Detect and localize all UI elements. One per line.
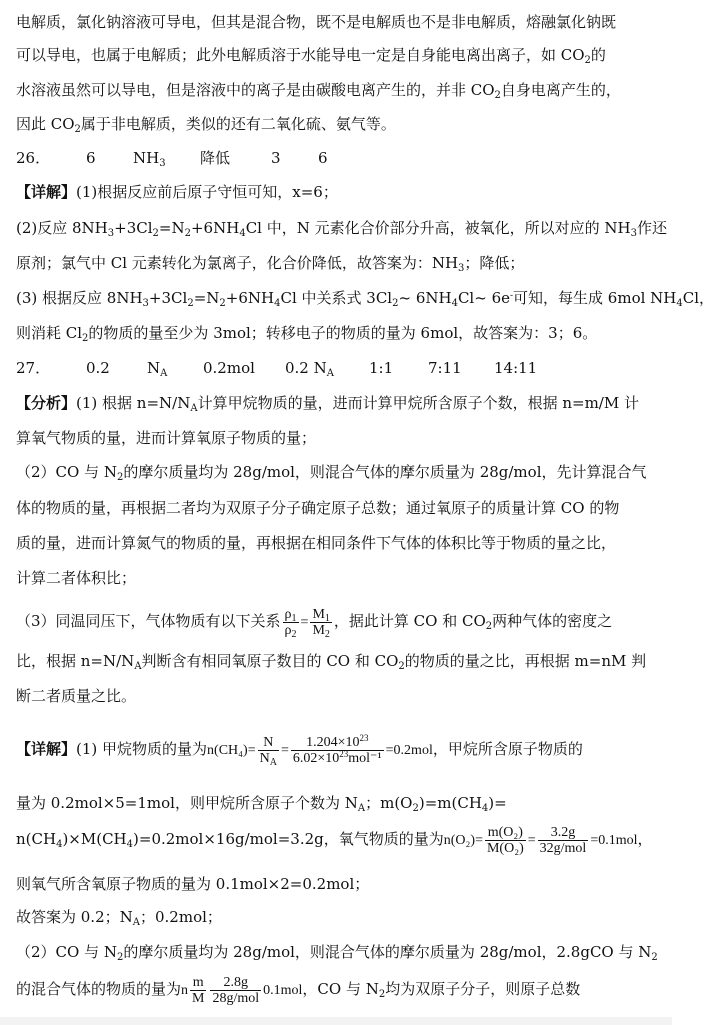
- text-line: 电解质，氯化钠溶液可导电，但其是混合物，既不是电解质也不是非电解质，熔融氯化钠既: [16, 13, 617, 31]
- answer-value: 0.2 $N_A$: [285, 359, 334, 379]
- answer-value: 0.2: [86, 359, 110, 377]
- molar-mass-ratio-fraction: $\frac{M_1}{M_2}$: [312, 606, 330, 640]
- text-line: 【详解】(1) 甲烷物质的量为n(CH₄)= $\frac{N}{N_A}$ = $\frac{1.204\times 10^{23}}{6.02\times 10^{23}mol^{-1}}$ =0.2mol，甲烷所含原子物质的: [16, 732, 583, 768]
- text-line: 量为 0.2mol×5=1mol，则甲烷所含原子个数为 $N_A$；$m(O_2)=m(CH_4)=$: [16, 794, 507, 814]
- formula-fraction: $\frac{m}{M}$: [192, 974, 205, 1006]
- text-line: （3）同温同压下，气体物质有以下关系 $\frac{\rho_1}{\rho_2}$ = $\frac{M_1}{M_2}$ ，据此计算 CO 和 $CO_2$两种气体的密度之: [16, 606, 613, 640]
- analysis-label: 【分析】: [16, 394, 77, 412]
- text-line: （2）CO 与 $N_2$的摩尔质量均为 28g/mol，则混合气体的摩尔质量为 28g/mol，2.8gCO 与 $N_2$: [16, 943, 658, 963]
- text-line: 断二者质量之比。: [16, 687, 137, 705]
- answer-value: $NH_3$: [133, 149, 166, 169]
- detail-label: 【详解】: [16, 740, 77, 758]
- answer-value: 1:1: [369, 359, 394, 377]
- text-line: (3) 根据反应 $8NH_3+3Cl_2=N_2+6NH_4Cl$ 中关系式 $3Cl_2\sim$ $6NH_4Cl\sim$ 6e-可知，每生成 6mol $NH_4Cl$，: [16, 289, 714, 309]
- answer-value: 6: [86, 149, 96, 167]
- text-line: 水溶液虽然可以导电，但是溶液中的离子是由碳酸电离产生的，并非 $CO_2$自身电离产生的，: [16, 81, 621, 101]
- answer-value: 14:11: [494, 359, 538, 377]
- text-line: 体的物质的量，再根据二者均为双原子分子确定原子总数；通过氧原子的质量计算 CO 的物: [16, 499, 620, 517]
- text-line: 则氧气所含氧原子物质的量为 0.1mol×2=0.2mol；: [16, 875, 370, 893]
- question-number: 26．: [16, 149, 51, 167]
- text-line: 故答案为 0.2；$N_A$；0.2mol；: [16, 908, 222, 928]
- answer-value: 3: [271, 149, 281, 167]
- question-number: 27．: [16, 359, 51, 377]
- text-line: 原剂；氯气中 Cl 元素转化为氯离子，化合价降低，故答案为：$NH_3$；降低；: [16, 254, 525, 274]
- text-line: (2)反应 $8NH_3+3Cl_2=N_2+6NH_4Cl$ 中，N 元素化合价部分升高，被氧化，所以对应的 $NH_3$作还: [16, 219, 667, 239]
- text-line: 计算二者体积比；: [16, 569, 137, 587]
- text-line: （2）CO 与 $N_2$的摩尔质量均为 28g/mol，则混合气体的摩尔质量为 28g/mol，先计算混合气: [16, 463, 647, 483]
- text-line: 算氧气物质的量，进而计算氧原子物质的量；: [16, 429, 317, 447]
- formula-fraction: $\frac{N}{N_A}$: [259, 734, 277, 768]
- density-ratio-fraction: $\frac{\rho_1}{\rho_2}$: [284, 606, 297, 640]
- text-line: 【详解】(1)根据反应前后原子守恒可知，x=6；: [16, 183, 338, 201]
- text-line: 质的量，进而计算氮气的物质的量，再根据在相同条件下气体的体积比等于物质的量之比，: [16, 534, 617, 552]
- formula-fraction: $\frac{\text{m(O₂)}}{\text{M(O₂)}}$: [486, 824, 524, 856]
- detail-label: 【详解】: [16, 183, 77, 201]
- text-line: 可以导电，也属于电解质；此外电解质溶于水能导电一定是自身能电离出离子，如 $CO_2$的: [16, 46, 606, 66]
- text-line: 的混合气体的物质的量为n $\frac{m}{M}$ $\frac{2.8g}{\text{28g/mol}}$ 0.1mol，CO 与 $N_2$均为双原子分子，则原子总数: [16, 974, 581, 1006]
- formula-fraction: $\frac{1.204\times 10^{23}}{6.02\times 10^{23}mol^{-1}}$: [292, 732, 382, 766]
- text-line: 比，根据 $n=N/N_A$判断含有相同氧原子数目的 CO 和 $CO_2$的物质的量之比，再根据 m=nM 判: [16, 652, 647, 672]
- formula-fraction: $\frac{3.2g}{\text{32g/mol}}$: [539, 824, 587, 856]
- answer-value: 0.2mol: [203, 359, 255, 377]
- answer-value: 7:11: [428, 359, 462, 377]
- answer-value: 6: [318, 149, 328, 167]
- answer-value: 降低: [200, 149, 231, 167]
- bottom-scroll-edge: [0, 1017, 672, 1025]
- text-line: 则消耗 $Cl_2$的物质的量至少为 3mol；转移电子的物质的量为 6mol，故答案为：3；6。: [16, 324, 598, 344]
- text-line: $n(CH_4)\times M(CH_4)=0.2mol\times 16g/mol=3.2g$，氧气物质的量为n(O₂)= $\frac{\text{m(O₂)}}{\text{M(O₂)}}$ = $\frac{3.2g}{\text{32g/mol}}$ =0.1mol，: [16, 824, 653, 856]
- answer-value: $N_A$: [147, 359, 168, 379]
- text-line: 因此 $CO_2$属于非电解质，类似的还有二氧化硫、氨气等。: [16, 115, 396, 135]
- formula-fraction: $\frac{2.8g}{\text{28g/mol}}$: [212, 974, 260, 1006]
- text-line: 【分析】(1) 根据 $n=N/N_A$计算甲烷物质的量，进而计算甲烷所含原子个数，根据 n=m/M 计: [16, 394, 639, 414]
